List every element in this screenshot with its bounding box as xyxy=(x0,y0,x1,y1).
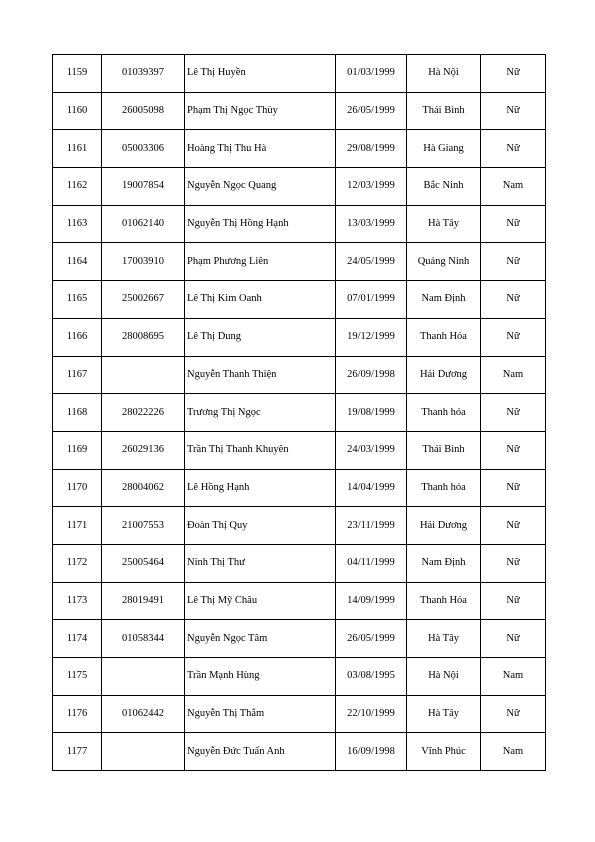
candidate-id-cell: 28008695 xyxy=(102,318,185,356)
table-row xyxy=(53,55,546,93)
birth-date-cell: 14/09/1999 xyxy=(336,582,407,620)
table-row xyxy=(53,318,546,356)
candidate-id-cell: 19007854 xyxy=(102,168,185,206)
candidate-id-cell: 28019491 xyxy=(102,582,185,620)
gender-cell: Nữ xyxy=(481,620,546,658)
province-cell: Nam Định xyxy=(407,281,481,319)
gender-cell: Nam xyxy=(481,168,546,206)
gender-cell: Nam xyxy=(481,733,546,771)
province-cell: Thanh Hóa xyxy=(407,318,481,356)
birth-date-cell: 12/03/1999 xyxy=(336,168,407,206)
table-row xyxy=(53,130,546,168)
table-row xyxy=(53,695,546,733)
row-number-cell: 1166 xyxy=(53,318,102,356)
full-name-cell: Phạm Thị Ngọc Thủy xyxy=(185,92,336,130)
full-name-cell: Nguyễn Thị Thắm xyxy=(185,695,336,733)
gender-cell: Nữ xyxy=(481,507,546,545)
birth-date-cell: 07/01/1999 xyxy=(336,281,407,319)
province-cell: Hà Tây xyxy=(407,620,481,658)
candidate-id-cell: 25002667 xyxy=(102,281,185,319)
row-number-cell: 1167 xyxy=(53,356,102,394)
full-name-cell: Ninh Thị Thư xyxy=(185,544,336,582)
candidate-id-cell xyxy=(102,733,185,771)
table-row xyxy=(53,658,546,696)
province-cell: Thái Bình xyxy=(407,431,481,469)
birth-date-cell: 26/05/1999 xyxy=(336,92,407,130)
gender-cell: Nữ xyxy=(481,318,546,356)
table-row xyxy=(53,168,546,206)
full-name-cell: Trần Mạnh Hùng xyxy=(185,658,336,696)
row-number-cell: 1160 xyxy=(53,92,102,130)
table-row xyxy=(53,394,546,432)
roster-body xyxy=(53,55,546,771)
province-cell: Hải Dương xyxy=(407,507,481,545)
birth-date-cell: 14/04/1999 xyxy=(336,469,407,507)
gender-cell: Nữ xyxy=(481,469,546,507)
gender-cell: Nữ xyxy=(481,394,546,432)
row-number-cell: 1164 xyxy=(53,243,102,281)
candidate-id-cell: 28004062 xyxy=(102,469,185,507)
candidate-id-cell: 26005098 xyxy=(102,92,185,130)
candidate-id-cell: 28022226 xyxy=(102,394,185,432)
table-row xyxy=(53,507,546,545)
candidate-id-cell: 01058344 xyxy=(102,620,185,658)
birth-date-cell: 03/08/1995 xyxy=(336,658,407,696)
full-name-cell: Lê Thị Kim Oanh xyxy=(185,281,336,319)
row-number-cell: 1170 xyxy=(53,469,102,507)
row-number-cell: 1159 xyxy=(53,55,102,93)
table-row xyxy=(53,205,546,243)
candidate-id-cell: 26029136 xyxy=(102,431,185,469)
province-cell: Vĩnh Phúc xyxy=(407,733,481,771)
birth-date-cell: 04/11/1999 xyxy=(336,544,407,582)
gender-cell: Nữ xyxy=(481,130,546,168)
table-row xyxy=(53,281,546,319)
gender-cell: Nữ xyxy=(481,55,546,93)
table-row xyxy=(53,469,546,507)
row-number-cell: 1171 xyxy=(53,507,102,545)
full-name-cell: Lê Thị Mỹ Châu xyxy=(185,582,336,620)
province-cell: Hà Tây xyxy=(407,695,481,733)
table-row xyxy=(53,620,546,658)
province-cell: Nam Định xyxy=(407,544,481,582)
candidate-id-cell: 01062140 xyxy=(102,205,185,243)
full-name-cell: Nguyễn Đức Tuấn Anh xyxy=(185,733,336,771)
full-name-cell: Lê Thị Dung xyxy=(185,318,336,356)
candidate-id-cell xyxy=(102,356,185,394)
full-name-cell: Nguyễn Ngọc Tâm xyxy=(185,620,336,658)
full-name-cell: Đoàn Thị Quy xyxy=(185,507,336,545)
row-number-cell: 1161 xyxy=(53,130,102,168)
full-name-cell: Lê Thị Huyền xyxy=(185,55,336,93)
birth-date-cell: 19/12/1999 xyxy=(336,318,407,356)
candidate-id-cell: 25005464 xyxy=(102,544,185,582)
gender-cell: Nam xyxy=(481,356,546,394)
candidate-id-cell xyxy=(102,658,185,696)
gender-cell: Nam xyxy=(481,658,546,696)
row-number-cell: 1169 xyxy=(53,431,102,469)
province-cell: Thanh hóa xyxy=(407,469,481,507)
gender-cell: Nữ xyxy=(481,205,546,243)
birth-date-cell: 16/09/1998 xyxy=(336,733,407,771)
row-number-cell: 1162 xyxy=(53,168,102,206)
full-name-cell: Hoàng Thị Thu Hà xyxy=(185,130,336,168)
province-cell: Hà Tây xyxy=(407,205,481,243)
table-row xyxy=(53,92,546,130)
gender-cell: Nữ xyxy=(481,544,546,582)
province-cell: Thanh hóa xyxy=(407,394,481,432)
birth-date-cell: 24/05/1999 xyxy=(336,243,407,281)
province-cell: Thanh Hóa xyxy=(407,582,481,620)
candidate-id-cell: 01039397 xyxy=(102,55,185,93)
birth-date-cell: 26/05/1999 xyxy=(336,620,407,658)
birth-date-cell: 24/03/1999 xyxy=(336,431,407,469)
province-cell: Hà Giang xyxy=(407,130,481,168)
row-number-cell: 1168 xyxy=(53,394,102,432)
birth-date-cell: 29/08/1999 xyxy=(336,130,407,168)
province-cell: Thái Bình xyxy=(407,92,481,130)
province-cell: Hải Dương xyxy=(407,356,481,394)
gender-cell: Nữ xyxy=(481,582,546,620)
gender-cell: Nữ xyxy=(481,243,546,281)
candidate-id-cell: 05003306 xyxy=(102,130,185,168)
gender-cell: Nữ xyxy=(481,695,546,733)
full-name-cell: Nguyễn Thị Hồng Hạnh xyxy=(185,205,336,243)
birth-date-cell: 13/03/1999 xyxy=(336,205,407,243)
full-name-cell: Trương Thị Ngọc xyxy=(185,394,336,432)
student-roster-table xyxy=(52,54,546,771)
birth-date-cell: 26/09/1998 xyxy=(336,356,407,394)
gender-cell: Nữ xyxy=(481,431,546,469)
row-number-cell: 1174 xyxy=(53,620,102,658)
row-number-cell: 1177 xyxy=(53,733,102,771)
birth-date-cell: 01/03/1999 xyxy=(336,55,407,93)
birth-date-cell: 23/11/1999 xyxy=(336,507,407,545)
full-name-cell: Lê Hồng Hạnh xyxy=(185,469,336,507)
birth-date-cell: 19/08/1999 xyxy=(336,394,407,432)
row-number-cell: 1163 xyxy=(53,205,102,243)
province-cell: Hà Nội xyxy=(407,658,481,696)
table-row xyxy=(53,243,546,281)
row-number-cell: 1176 xyxy=(53,695,102,733)
province-cell: Hà Nội xyxy=(407,55,481,93)
row-number-cell: 1175 xyxy=(53,658,102,696)
candidate-id-cell: 17003910 xyxy=(102,243,185,281)
table-row xyxy=(53,356,546,394)
candidate-id-cell: 01062442 xyxy=(102,695,185,733)
gender-cell: Nữ xyxy=(481,92,546,130)
gender-cell: Nữ xyxy=(481,281,546,319)
province-cell: Bắc Ninh xyxy=(407,168,481,206)
birth-date-cell: 22/10/1999 xyxy=(336,695,407,733)
full-name-cell: Nguyễn Thanh Thiện xyxy=(185,356,336,394)
table-row xyxy=(53,582,546,620)
row-number-cell: 1165 xyxy=(53,281,102,319)
full-name-cell: Trần Thị Thanh Khuyên xyxy=(185,431,336,469)
table-row xyxy=(53,431,546,469)
table-row xyxy=(53,544,546,582)
row-number-cell: 1173 xyxy=(53,582,102,620)
province-cell: Quảng Ninh xyxy=(407,243,481,281)
full-name-cell: Nguyễn Ngọc Quang xyxy=(185,168,336,206)
table-row xyxy=(53,733,546,771)
full-name-cell: Phạm Phương Liên xyxy=(185,243,336,281)
candidate-id-cell: 21007553 xyxy=(102,507,185,545)
row-number-cell: 1172 xyxy=(53,544,102,582)
